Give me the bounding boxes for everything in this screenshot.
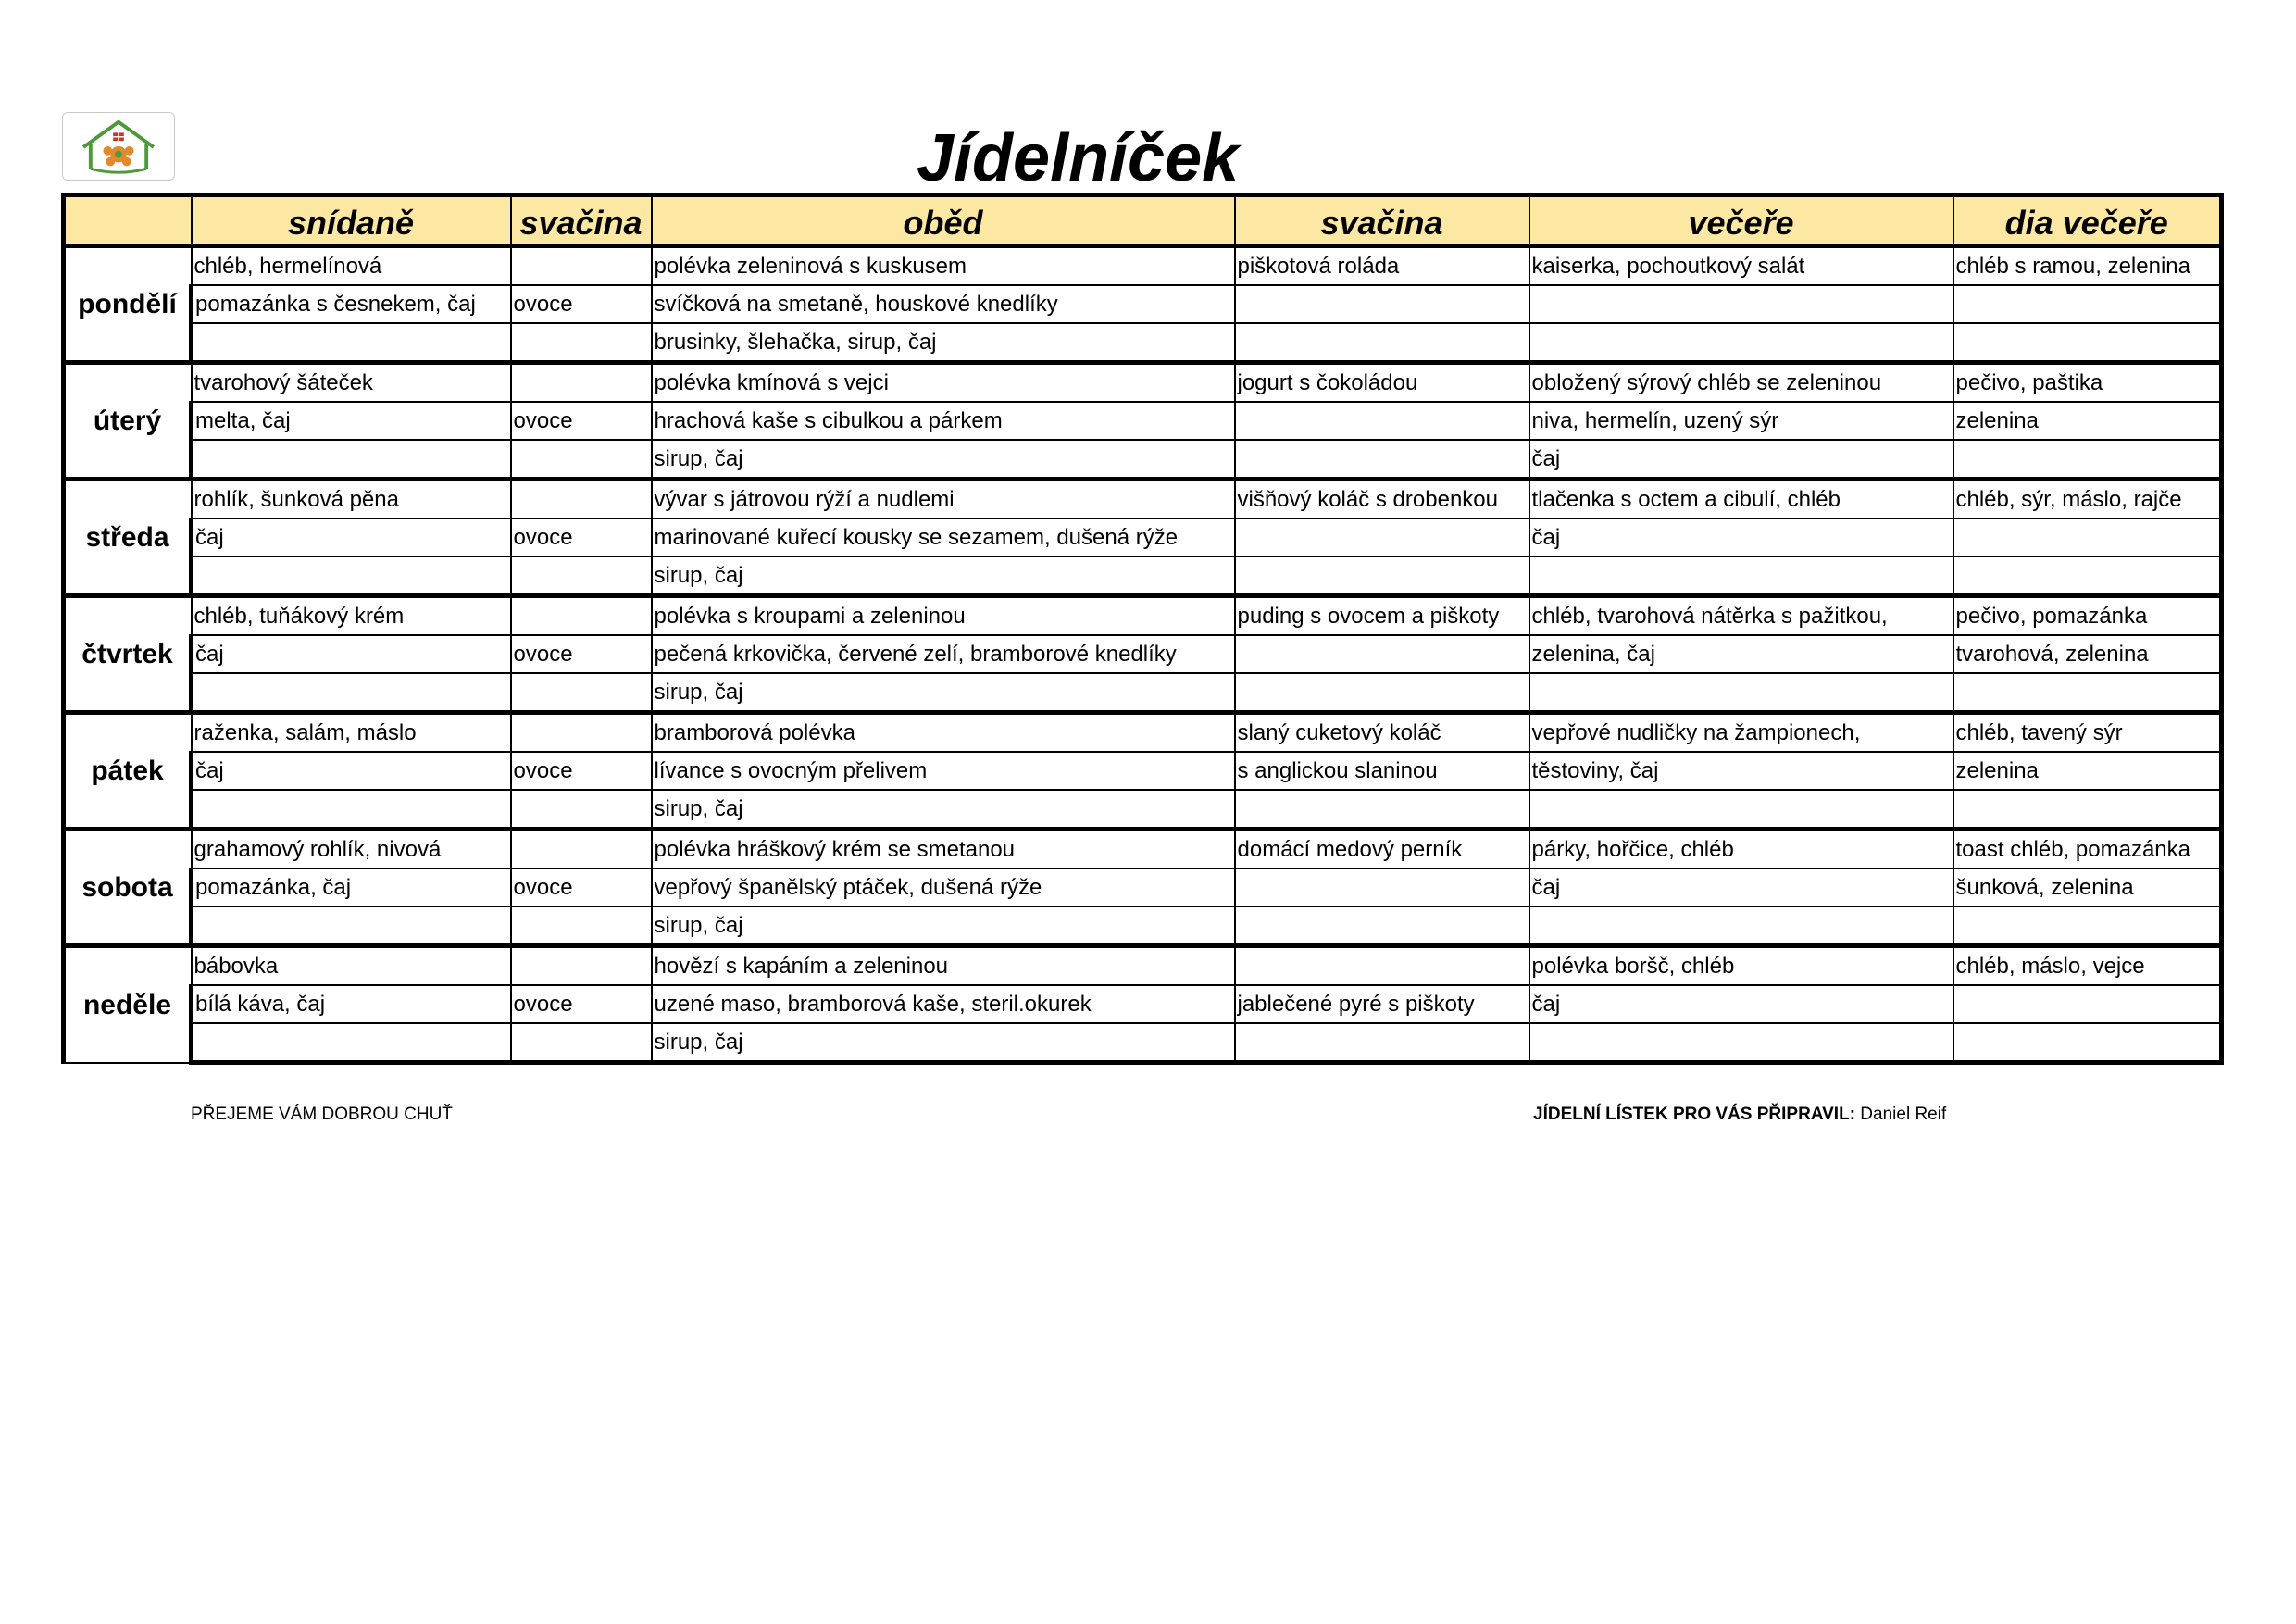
cell-breakfast: rohlík, šunková pěna xyxy=(192,480,511,519)
cell-breakfast: čaj xyxy=(192,752,511,790)
cell-afternoon-snack: slaný cuketový koláč xyxy=(1235,713,1529,753)
cell-dia-dinner: chléb, sýr, máslo, rajče xyxy=(1953,480,2222,519)
cell-dia-dinner: šunková, zelenina xyxy=(1953,868,2222,906)
cell-afternoon-snack xyxy=(1235,790,1529,830)
cell-dia-dinner: zelenina xyxy=(1953,402,2222,440)
cell-morning-snack: ovoce xyxy=(511,635,652,673)
cell-afternoon-snack: jablečené pyré s piškoty xyxy=(1235,985,1529,1023)
cell-afternoon-snack xyxy=(1235,1023,1529,1063)
cell-breakfast: grahamový rohlík, nivová xyxy=(192,830,511,869)
table-row xyxy=(64,752,2222,790)
cell-dia-dinner xyxy=(1953,518,2222,556)
cell-morning-snack xyxy=(511,790,652,830)
page-title: Jídelníček xyxy=(917,121,1240,195)
cell-morning-snack xyxy=(511,1023,652,1063)
column-header-day xyxy=(64,195,192,246)
cell-afternoon-snack xyxy=(1235,518,1529,556)
table-row xyxy=(64,790,2222,830)
cell-dinner: čaj xyxy=(1529,518,1953,556)
column-header-breakfast: snídaně xyxy=(192,195,511,246)
cell-afternoon-snack xyxy=(1235,946,1529,986)
cell-breakfast: chléb, tuňákový krém xyxy=(192,596,511,636)
cell-afternoon-snack: jogurt s čokoládou xyxy=(1235,363,1529,403)
cell-morning-snack: ovoce xyxy=(511,868,652,906)
table-row xyxy=(64,985,2222,1023)
cell-lunch: svíčková na smetaně, houskové knedlíky xyxy=(652,285,1235,323)
column-header-afternoon-snack: svačina xyxy=(1235,195,1529,246)
day-name: čtvrtek xyxy=(64,596,192,713)
cell-lunch: uzené maso, bramborová kaše, steril.okurek xyxy=(652,985,1235,1023)
cell-morning-snack xyxy=(511,830,652,869)
cell-lunch: sirup, čaj xyxy=(652,440,1235,480)
cell-lunch: polévka hráškový krém se smetanou xyxy=(652,830,1235,869)
cell-lunch: polévka s kroupami a zeleninou xyxy=(652,596,1235,636)
cell-afternoon-snack xyxy=(1235,556,1529,596)
table-row xyxy=(64,363,2222,403)
table-row xyxy=(64,518,2222,556)
cell-dinner: těstoviny, čaj xyxy=(1529,752,1953,790)
cell-dia-dinner: chléb, tavený sýr xyxy=(1953,713,2222,753)
cell-dinner xyxy=(1529,673,1953,713)
cell-afternoon-snack xyxy=(1235,673,1529,713)
day-name: úterý xyxy=(64,363,192,480)
cell-breakfast: pomazánka s česnekem, čaj xyxy=(192,285,511,323)
cell-dinner: chléb, tvarohová nátěrka s pažitkou, xyxy=(1529,596,1953,636)
cell-afternoon-snack xyxy=(1235,906,1529,946)
cell-dia-dinner xyxy=(1953,790,2222,830)
table-row xyxy=(64,868,2222,906)
cell-dinner xyxy=(1529,556,1953,596)
day-name: pondělí xyxy=(64,246,192,363)
cell-afternoon-snack xyxy=(1235,323,1529,363)
table-row xyxy=(64,906,2222,946)
cell-lunch: hovězí s kapáním a zeleninou xyxy=(652,946,1235,986)
cell-dinner xyxy=(1529,323,1953,363)
footer-author xyxy=(1533,1105,1946,1125)
table-row xyxy=(64,635,2222,673)
cell-afternoon-snack: piškotová roláda xyxy=(1235,246,1529,286)
cell-breakfast: čaj xyxy=(192,518,511,556)
cell-morning-snack xyxy=(511,323,652,363)
cell-dia-dinner: chléb, máslo, vejce xyxy=(1953,946,2222,986)
cell-dia-dinner xyxy=(1953,323,2222,363)
cell-dia-dinner xyxy=(1953,1023,2222,1063)
table-row xyxy=(64,323,2222,363)
footer-greeting: PŘEJEME VÁM DOBROU CHUŤ xyxy=(191,1105,453,1124)
table-row xyxy=(64,556,2222,596)
cell-dia-dinner: zelenina xyxy=(1953,752,2222,790)
menu-body xyxy=(64,246,2222,1063)
table-row xyxy=(64,596,2222,636)
day-name: středa xyxy=(64,480,192,596)
table-row xyxy=(64,285,2222,323)
cell-dinner xyxy=(1529,906,1953,946)
cell-lunch: lívance s ovocným přelivem xyxy=(652,752,1235,790)
cell-lunch: hrachová kaše s cibulkou a párkem xyxy=(652,402,1235,440)
cell-dinner: čaj xyxy=(1529,868,1953,906)
cell-afternoon-snack xyxy=(1235,285,1529,323)
cell-morning-snack xyxy=(511,596,652,636)
cell-dinner xyxy=(1529,790,1953,830)
cell-breakfast: bílá káva, čaj xyxy=(192,985,511,1023)
cell-lunch: vepřový španělský ptáček, dušená rýže xyxy=(652,868,1235,906)
cell-dia-dinner: tvarohová, zelenina xyxy=(1953,635,2222,673)
cell-breakfast: melta, čaj xyxy=(192,402,511,440)
cell-morning-snack xyxy=(511,246,652,286)
cell-lunch: sirup, čaj xyxy=(652,673,1235,713)
cell-morning-snack: ovoce xyxy=(511,985,652,1023)
cell-afternoon-snack xyxy=(1235,440,1529,480)
cell-lunch: sirup, čaj xyxy=(652,1023,1235,1063)
cell-morning-snack xyxy=(511,480,652,519)
cell-lunch: vývar s játrovou rýží a nudlemi xyxy=(652,480,1235,519)
cell-lunch: brusinky, šlehačka, sirup, čaj xyxy=(652,323,1235,363)
cell-lunch: sirup, čaj xyxy=(652,906,1235,946)
cell-dinner: párky, hořčice, chléb xyxy=(1529,830,1953,869)
table-row xyxy=(64,480,2222,519)
cell-breakfast: chléb, hermelínová xyxy=(192,246,511,286)
cell-breakfast xyxy=(192,1023,511,1063)
footer-author-label: JÍDELNÍ LÍSTEK PRO VÁS PŘIPRAVIL: xyxy=(1533,1105,1856,1124)
cell-morning-snack xyxy=(511,556,652,596)
table-row xyxy=(64,673,2222,713)
cell-dia-dinner xyxy=(1953,985,2222,1023)
cell-lunch: sirup, čaj xyxy=(652,790,1235,830)
cell-dia-dinner xyxy=(1953,906,2222,946)
column-header-dia-dinner: dia večeře xyxy=(1953,195,2222,246)
cell-dinner: čaj xyxy=(1529,440,1953,480)
table-row xyxy=(64,440,2222,480)
cell-breakfast: raženka, salám, máslo xyxy=(192,713,511,753)
cell-breakfast xyxy=(192,906,511,946)
cell-afternoon-snack: s anglickou slaninou xyxy=(1235,752,1529,790)
cell-dinner xyxy=(1529,285,1953,323)
column-header-morning-snack: svačina xyxy=(511,195,652,246)
cell-afternoon-snack xyxy=(1235,402,1529,440)
cell-dinner: vepřové nudličky na žampionech, xyxy=(1529,713,1953,753)
cell-breakfast: čaj xyxy=(192,635,511,673)
cell-lunch: sirup, čaj xyxy=(652,556,1235,596)
table-row xyxy=(64,946,2222,986)
table-row xyxy=(64,246,2222,286)
house-logo-icon xyxy=(62,112,175,181)
table-header-row xyxy=(64,195,2222,246)
cell-morning-snack xyxy=(511,440,652,480)
cell-dinner: tlačenka s octem a cibulí, chléb xyxy=(1529,480,1953,519)
cell-breakfast: tvarohový šáteček xyxy=(192,363,511,403)
cell-breakfast xyxy=(192,323,511,363)
column-header-lunch: oběd xyxy=(652,195,1235,246)
cell-dinner: zelenina, čaj xyxy=(1529,635,1953,673)
menu-table xyxy=(61,193,2224,1065)
cell-breakfast: pomazánka, čaj xyxy=(192,868,511,906)
cell-breakfast xyxy=(192,790,511,830)
day-name: sobota xyxy=(64,830,192,946)
cell-dinner: niva, hermelín, uzený sýr xyxy=(1529,402,1953,440)
cell-morning-snack: ovoce xyxy=(511,402,652,440)
cell-dia-dinner: pečivo, paštika xyxy=(1953,363,2222,403)
cell-lunch: marinované kuřecí kousky se sezamem, dušená rýže xyxy=(652,518,1235,556)
cell-dinner: čaj xyxy=(1529,985,1953,1023)
cell-morning-snack xyxy=(511,906,652,946)
cell-dia-dinner: pečivo, pomazánka xyxy=(1953,596,2222,636)
cell-dia-dinner: chléb s ramou, zelenina xyxy=(1953,246,2222,286)
cell-dia-dinner xyxy=(1953,440,2222,480)
cell-morning-snack xyxy=(511,363,652,403)
cell-dia-dinner: toast chléb, pomazánka xyxy=(1953,830,2222,869)
cell-breakfast xyxy=(192,440,511,480)
cell-morning-snack xyxy=(511,946,652,986)
day-name: pátek xyxy=(64,713,192,830)
cell-lunch: polévka kmínová s vejci xyxy=(652,363,1235,403)
cell-afternoon-snack: puding s ovocem a piškoty xyxy=(1235,596,1529,636)
table-row xyxy=(64,402,2222,440)
column-header-dinner: večeře xyxy=(1529,195,1953,246)
cell-breakfast xyxy=(192,673,511,713)
cell-dinner: obložený sýrový chléb se zeleninou xyxy=(1529,363,1953,403)
cell-morning-snack xyxy=(511,673,652,713)
table-row xyxy=(64,1023,2222,1063)
cell-morning-snack xyxy=(511,713,652,753)
footer-author-name: Daniel Reif xyxy=(1855,1105,1947,1124)
table-row xyxy=(64,830,2222,869)
cell-dinner xyxy=(1529,1023,1953,1063)
cell-afternoon-snack: domácí medový perník xyxy=(1235,830,1529,869)
cell-dia-dinner xyxy=(1953,285,2222,323)
cell-afternoon-snack xyxy=(1235,635,1529,673)
day-name: neděle xyxy=(64,946,192,1063)
cell-breakfast xyxy=(192,556,511,596)
cell-dia-dinner xyxy=(1953,673,2222,713)
cell-breakfast: bábovka xyxy=(192,946,511,986)
cell-lunch: bramborová polévka xyxy=(652,713,1235,753)
cell-morning-snack: ovoce xyxy=(511,752,652,790)
cell-afternoon-snack xyxy=(1235,868,1529,906)
cell-morning-snack: ovoce xyxy=(511,518,652,556)
cell-afternoon-snack: višňový koláč s drobenkou xyxy=(1235,480,1529,519)
cell-morning-snack: ovoce xyxy=(511,285,652,323)
cell-dia-dinner xyxy=(1953,556,2222,596)
cell-lunch: pečená krkovička, červené zelí, bramborové knedlíky xyxy=(652,635,1235,673)
cell-dinner: kaiserka, pochoutkový salát xyxy=(1529,246,1953,286)
cell-lunch: polévka zeleninová s kuskusem xyxy=(652,246,1235,286)
cell-dinner: polévka boršč, chléb xyxy=(1529,946,1953,986)
table-row xyxy=(64,713,2222,753)
